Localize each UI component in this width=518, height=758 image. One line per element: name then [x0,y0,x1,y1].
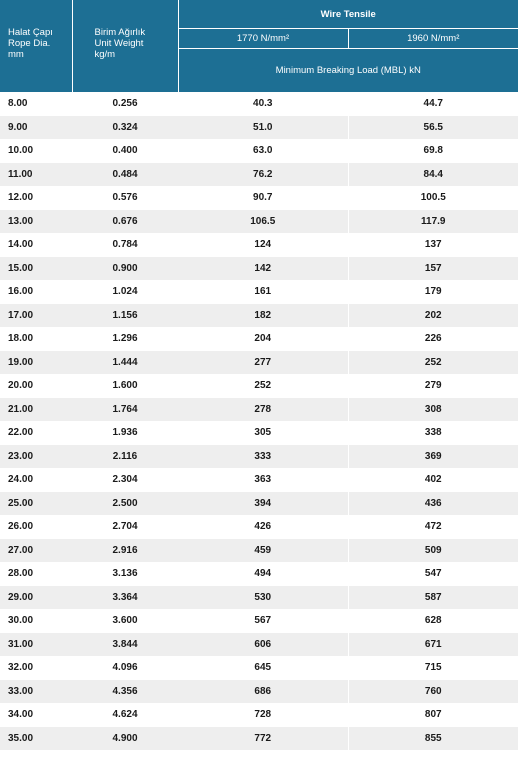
mbl-1960-cell: 547 [348,562,518,586]
table-row [0,445,518,469]
table-row [0,539,518,563]
mbl-1960-cell: 202 [348,304,518,328]
rope-dia-cell: 10.00 [0,139,72,163]
unit-weight-cell: 0.324 [72,116,178,140]
mbl-1770-cell: 606 [178,633,348,657]
rope-dia-cell: 25.00 [0,492,72,516]
mbl-1960-cell: 157 [348,257,518,281]
mbl-1960-cell: 369 [348,445,518,469]
unit-weight-cell: 4.356 [72,680,178,704]
rope-dia-cell: 35.00 [0,727,72,751]
unit-weight-cell: 4.096 [72,656,178,680]
mbl-1960-cell: 137 [348,233,518,257]
mbl-1770-cell: 51.0 [178,116,348,140]
header-rope-dia-unit: mm [8,49,24,60]
rope-dia-cell: 13.00 [0,210,72,234]
mbl-1960-cell: 179 [348,280,518,304]
mbl-1770-cell: 76.2 [178,163,348,187]
header-wire-tensile: Wire Tensile [178,0,518,29]
table-body [0,92,518,750]
rope-dia-cell: 29.00 [0,586,72,610]
rope-dia-cell: 16.00 [0,280,72,304]
rope-dia-cell: 22.00 [0,421,72,445]
header-grade-1960: 1960 N/mm² [348,29,518,49]
mbl-1770-cell: 90.7 [178,186,348,210]
unit-weight-cell: 2.116 [72,445,178,469]
unit-weight-cell: 1.024 [72,280,178,304]
unit-weight-cell: 0.484 [72,163,178,187]
unit-weight-cell: 0.256 [72,92,178,116]
table-row [0,727,518,751]
table-row [0,92,518,116]
rope-dia-cell: 21.00 [0,398,72,422]
mbl-1770-cell: 204 [178,327,348,351]
unit-weight-cell: 0.400 [72,139,178,163]
unit-weight-cell: 4.624 [72,703,178,727]
mbl-1960-cell: 252 [348,351,518,375]
unit-weight-cell: 0.784 [72,233,178,257]
unit-weight-cell: 3.844 [72,633,178,657]
mbl-1960-cell: 56.5 [348,116,518,140]
mbl-1770-cell: 277 [178,351,348,375]
table-row [0,398,518,422]
unit-weight-cell: 3.136 [72,562,178,586]
header-unit-weight-line1: Birim Ağırlık [94,27,146,38]
mbl-1770-cell: 40.3 [178,92,348,116]
rope-dia-cell: 12.00 [0,186,72,210]
unit-weight-cell: 1.936 [72,421,178,445]
mbl-1770-cell: 161 [178,280,348,304]
mbl-1960-cell: 671 [348,633,518,657]
mbl-1770-cell: 333 [178,445,348,469]
mbl-1960-cell: 338 [348,421,518,445]
mbl-1770-cell: 305 [178,421,348,445]
table-row [0,609,518,633]
unit-weight-cell: 1.764 [72,398,178,422]
rope-dia-cell: 34.00 [0,703,72,727]
header-mbl: Minimum Breaking Load (MBL) kN [178,49,518,93]
rope-dia-cell: 30.00 [0,609,72,633]
table-row [0,351,518,375]
rope-dia-cell: 26.00 [0,515,72,539]
unit-weight-cell: 1.156 [72,304,178,328]
table-row [0,586,518,610]
rope-dia-cell: 17.00 [0,304,72,328]
mbl-1960-cell: 226 [348,327,518,351]
unit-weight-cell: 0.676 [72,210,178,234]
mbl-1960-cell: 760 [348,680,518,704]
mbl-1770-cell: 252 [178,374,348,398]
unit-weight-cell: 2.916 [72,539,178,563]
unit-weight-cell: 1.600 [72,374,178,398]
rope-dia-cell: 23.00 [0,445,72,469]
header-rope-dia [0,0,72,92]
unit-weight-cell: 3.600 [72,609,178,633]
unit-weight-cell: 1.444 [72,351,178,375]
table-row [0,280,518,304]
rope-dia-cell: 31.00 [0,633,72,657]
table-row [0,186,518,210]
mbl-1770-cell: 567 [178,609,348,633]
mbl-1770-cell: 645 [178,656,348,680]
mbl-1960-cell: 715 [348,656,518,680]
mbl-1960-cell: 402 [348,468,518,492]
unit-weight-cell: 2.500 [72,492,178,516]
mbl-1770-cell: 394 [178,492,348,516]
mbl-1770-cell: 106.5 [178,210,348,234]
rope-dia-cell: 14.00 [0,233,72,257]
table-row [0,304,518,328]
table-header [0,0,518,92]
table-row [0,163,518,187]
rope-dia-cell: 19.00 [0,351,72,375]
rope-dia-cell: 9.00 [0,116,72,140]
mbl-1960-cell: 308 [348,398,518,422]
header-rope-dia-line2: Rope Dia. [8,38,51,49]
rope-dia-cell: 20.00 [0,374,72,398]
table-row [0,257,518,281]
rope-dia-cell: 33.00 [0,680,72,704]
header-rope-dia-line1: Halat Çapı [8,27,53,38]
mbl-1960-cell: 117.9 [348,210,518,234]
mbl-1770-cell: 278 [178,398,348,422]
header-unit-weight-unit: kg/m [94,49,116,60]
unit-weight-cell: 2.704 [72,515,178,539]
mbl-1960-cell: 807 [348,703,518,727]
mbl-1960-cell: 84.4 [348,163,518,187]
table-row [0,515,518,539]
mbl-1960-cell: 279 [348,374,518,398]
mbl-1770-cell: 686 [178,680,348,704]
mbl-1770-cell: 530 [178,586,348,610]
rope-dia-cell: 28.00 [0,562,72,586]
header-unit-weight-line2: Unit Weight [94,38,144,49]
rope-dia-cell: 18.00 [0,327,72,351]
mbl-1960-cell: 509 [348,539,518,563]
mbl-1960-cell: 44.7 [348,92,518,116]
table-row [0,139,518,163]
rope-dia-cell: 15.00 [0,257,72,281]
unit-weight-cell: 1.296 [72,327,178,351]
rope-dia-cell: 27.00 [0,539,72,563]
mbl-1960-cell: 855 [348,727,518,751]
table-row [0,327,518,351]
mbl-1770-cell: 728 [178,703,348,727]
mbl-1770-cell: 182 [178,304,348,328]
mbl-1770-cell: 63.0 [178,139,348,163]
mbl-1960-cell: 100.5 [348,186,518,210]
unit-weight-cell: 0.576 [72,186,178,210]
unit-weight-cell: 4.900 [72,727,178,751]
rope-dia-cell: 32.00 [0,656,72,680]
mbl-1770-cell: 124 [178,233,348,257]
mbl-1770-cell: 772 [178,727,348,751]
rope-dia-cell: 8.00 [0,92,72,116]
mbl-1770-cell: 494 [178,562,348,586]
unit-weight-cell: 0.900 [72,257,178,281]
mbl-1960-cell: 587 [348,586,518,610]
table-row [0,233,518,257]
mbl-1770-cell: 426 [178,515,348,539]
table-row [0,116,518,140]
mbl-1960-cell: 69.8 [348,139,518,163]
table-row [0,421,518,445]
table-row [0,492,518,516]
table-row [0,633,518,657]
header-unit-weight [72,0,178,92]
mbl-1770-cell: 459 [178,539,348,563]
mbl-1960-cell: 436 [348,492,518,516]
table-row [0,374,518,398]
table-row [0,680,518,704]
unit-weight-cell: 3.364 [72,586,178,610]
table-row [0,703,518,727]
rope-dia-cell: 11.00 [0,163,72,187]
table-row [0,656,518,680]
table-row [0,562,518,586]
mbl-1960-cell: 472 [348,515,518,539]
mbl-1770-cell: 363 [178,468,348,492]
mbl-1960-cell: 628 [348,609,518,633]
table-row [0,468,518,492]
mbl-1770-cell: 142 [178,257,348,281]
rope-dia-cell: 24.00 [0,468,72,492]
table-row [0,210,518,234]
unit-weight-cell: 2.304 [72,468,178,492]
header-grade-1770: 1770 N/mm² [178,29,348,49]
